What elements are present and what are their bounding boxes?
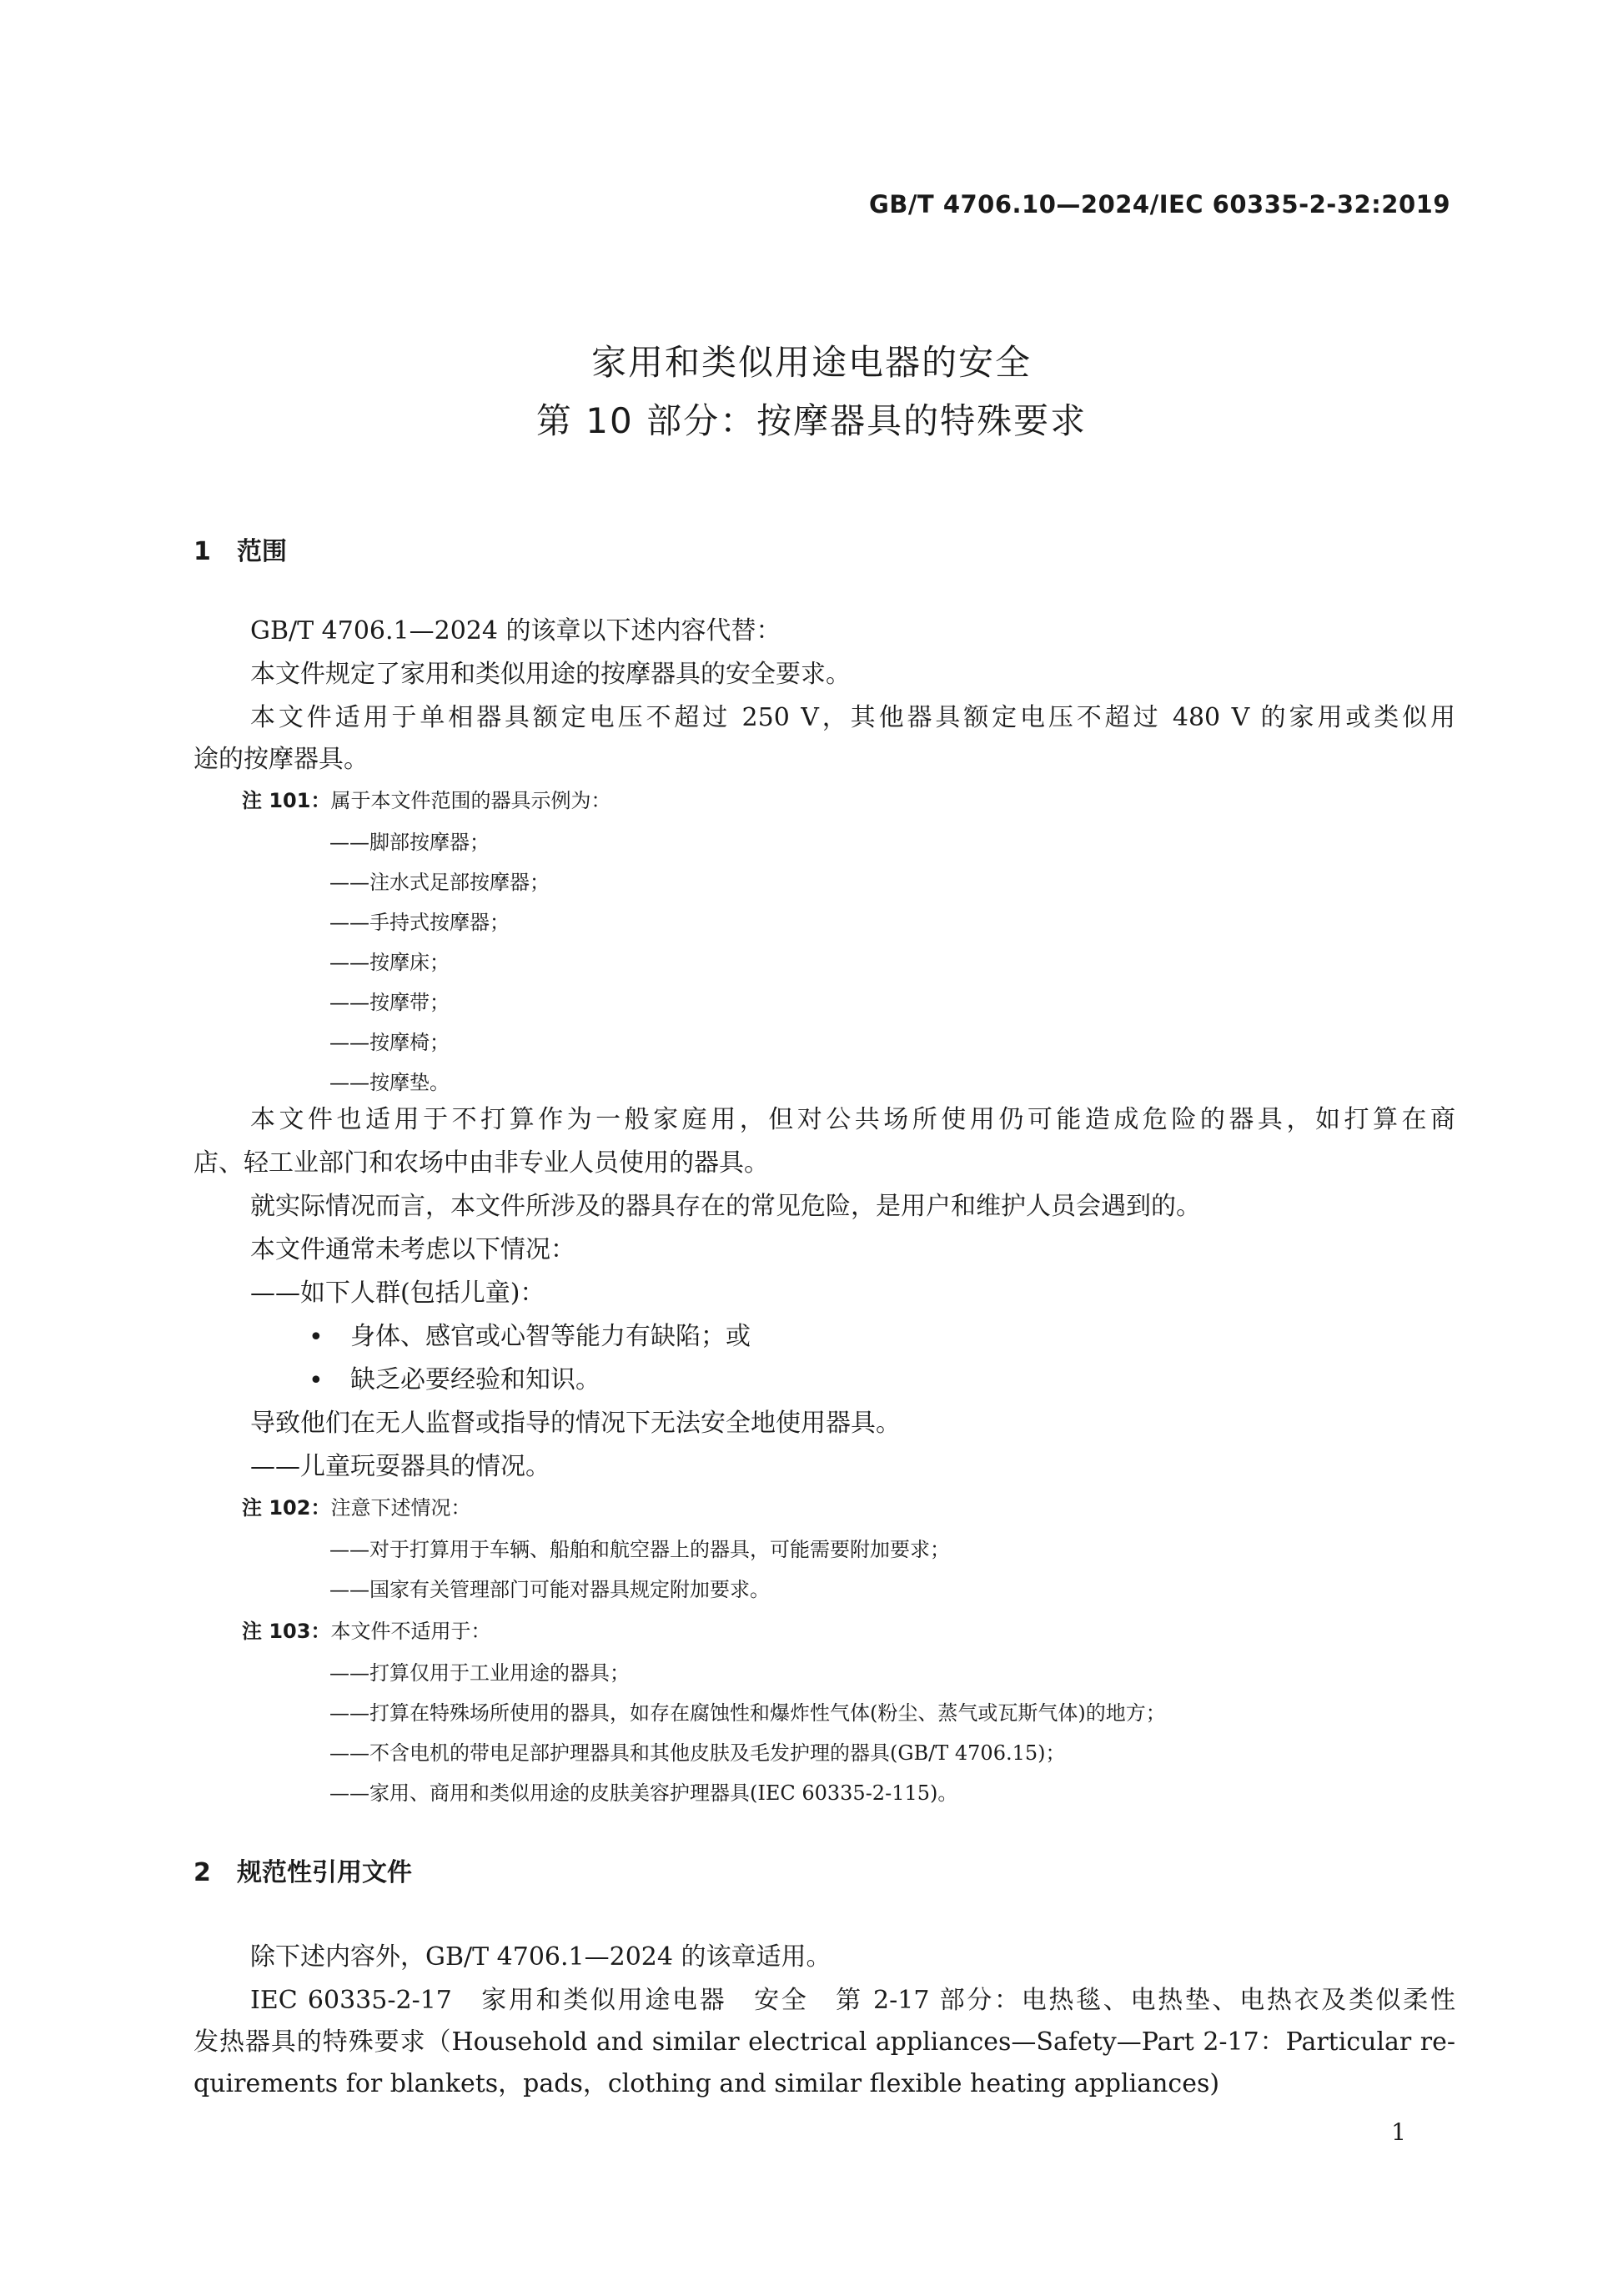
paragraph: GB/T 4706.1—2024 的该章以下述内容代替： [250,616,781,646]
note-list-item: ——按摩床； [329,951,450,974]
paragraph-line: 途的按摩器具。 [193,745,369,774]
note-text: 属于本文件范围的器具示例为： [330,789,611,812]
note-102 [242,1498,470,1518]
note-101 [242,791,611,811]
bullet-text: 身体、感官或心智等能力有缺陷；或 [350,1322,751,1351]
page-number: 1 [1391,2118,1406,2146]
paragraph-line: 店、轻工业部门和农场中由非专业人员使用的器具。 [193,1148,769,1178]
paragraph-line: IEC 60335-2-17 家用和类似用途电器 安全 第 2-17 部分：电热毯、电热垫、电热衣及类似柔性 [250,1986,1455,2015]
note-list-item: ——按摩带； [329,991,450,1014]
paragraph: 本文件规定了家用和类似用途的按摩器具的安全要求。 [250,660,851,689]
section1-title: 范围 [237,537,287,566]
note-list-item: ——不含电机的带电足部护理器具和其他皮肤及毛发护理的器具(GB/T 4706.15)； [329,1741,1066,1765]
note-list-item: ——对于打算用于车辆、船舶和航空器上的器具，可能需要附加要求； [329,1538,950,1561]
paragraph: 就实际情况而言，本文件所涉及的器具存在的常见危险，是用户和维护人员会遇到的。 [250,1192,1201,1221]
section2-number: 2 [193,1858,211,1887]
document-code-header: GB/T 4706.10—2024/IEC 60335-2-32:2019 [868,190,1450,219]
section2-heading [193,1851,412,1888]
document-title-line1: 家用和类似用途电器的安全 [590,342,1032,383]
note-text: 注意下述情况： [330,1496,471,1520]
dash-item: ——儿童玩耍器具的情况。 [250,1452,550,1481]
paragraph-line: 本文件适用于单相器具额定电压不超过 250 V，其他器具额定电压不超过 480 V 的家用或类似用 [250,703,1455,732]
note-label: 注 103： [242,1620,331,1643]
note-list-item: ——按摩垫。 [329,1071,450,1094]
document-title-line2: 第 10 部分：按摩器具的特殊要求 [535,400,1088,441]
note-list-item: ——注水式足部按摩器； [329,871,550,894]
note-list-item: ——脚部按摩器； [329,831,490,854]
bullet-dot: • [309,1366,324,1395]
note-text: 本文件不适用于： [330,1620,491,1643]
note-list-item: ——按摩椅； [329,1031,450,1054]
bullet-text: 缺乏必要经验和知识。 [350,1365,600,1394]
note-list-item: ——打算仅用于工业用途的器具； [329,1661,630,1685]
note-list-item: ——手持式按摩器； [329,911,510,934]
note-list-item: ——家用、商用和类似用途的皮肤美容护理器具(IEC 60335-2-115)。 [329,1781,958,1805]
note-list-item: ——国家有关管理部门可能对器具规定附加要求。 [329,1578,770,1601]
section2-title: 规范性引用文件 [237,1858,412,1887]
bullet-dot: • [309,1323,324,1352]
note-list-item: ——打算在特殊场所使用的器具，如存在腐蚀性和爆炸性气体(粉尘、蒸气或瓦斯气体)的地方； [329,1701,1166,1725]
note-label: 注 101： [242,789,331,812]
dash-item: ——如下人群(包括儿童)： [250,1279,545,1308]
section1-heading [193,530,287,567]
paragraph: 导致他们在无人监督或指导的情况下无法安全地使用器具。 [250,1409,901,1438]
paragraph: 本文件通常未考虑以下情况： [250,1235,575,1264]
section1-number: 1 [193,537,211,566]
paragraph: 除下述内容外，GB/T 4706.1—2024 的该章适用。 [250,1942,832,1972]
paragraph-line: 本文件也适用于不打算作为一般家庭用，但对公共场所使用仍可能造成危险的器具，如打算在商 [250,1105,1455,1134]
note-label: 注 102： [242,1496,331,1520]
note-103 [242,1621,490,1641]
paragraph-line: quirements for blankets，pads，clothing and similar flexible heating appliances) [193,2069,1220,2098]
paragraph-line: 发热器具的特殊要求（Household and similar electrical appliances—Safety—Part 2-17：Particular re- [193,2027,1455,2057]
